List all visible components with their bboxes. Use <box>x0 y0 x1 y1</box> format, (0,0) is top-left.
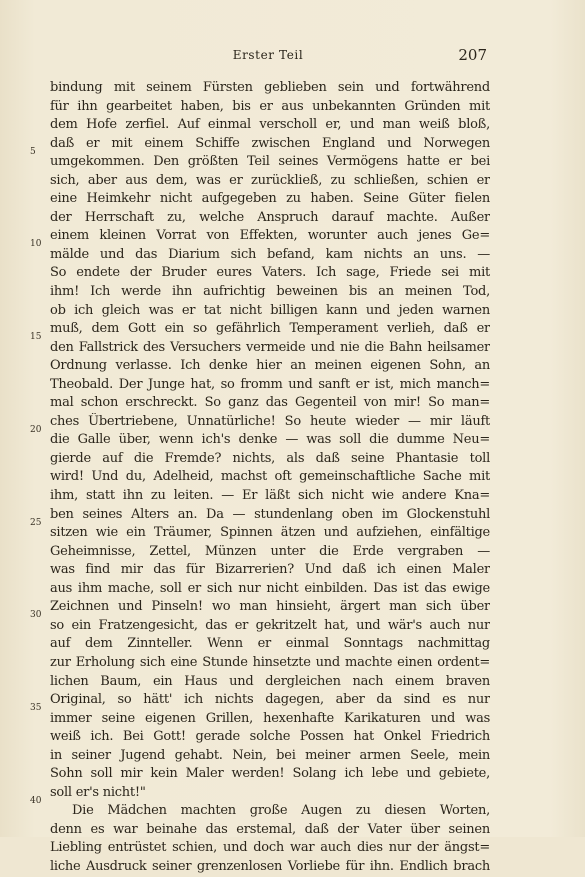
running-title: Erster Teil <box>232 48 304 62</box>
line-number-5: 5 <box>30 147 36 157</box>
text-line: der Herrschaft zu, welche Anspruch darauf machte. Außer <box>50 209 490 225</box>
text-line: daß er mit einem Schiffe zwischen England und Norwegen <box>50 135 490 151</box>
line-number-35: 35 <box>30 703 42 713</box>
text-line: muß, dem Gott ein so gefährlich Temperament verlieh, daß er <box>50 321 490 337</box>
text-line: Original, so hätt' ich nichts dagegen, aber da sind es nur <box>50 692 490 708</box>
text-line: den Fallstrick des Versuchers vermeide und nie die Bahn heilsamer <box>50 339 490 355</box>
text-line: Sohn soll mir kein Maler werden! Solang ich lebe und gebiete, <box>50 766 490 782</box>
line-number-25: 25 <box>30 518 42 528</box>
text-line: Ordnung verlasse. Ich denke hier an meinen eigenen Sohn, an <box>50 358 490 374</box>
text-line: lichen Baum, ein Haus und dergleichen nach einem braven <box>50 673 490 689</box>
text-line: Geheimnisse, Zettel, Münzen unter die Erde vergraben — <box>50 543 490 559</box>
text-line: sich, aber aus dem, was er zurückließ, zu schließen, schien er <box>50 172 490 188</box>
page-number: 207 <box>458 46 487 64</box>
text-line: ben seines Alters an. Da — stundenlang oben im Glockenstuhl <box>50 506 490 522</box>
text-line: so ein Fratzengesicht, das er gekritzelt hat, und wär's auch nur <box>50 617 490 633</box>
text-line: ihm, statt ihn zu leiten. — Er läßt sich nicht wie andere Kna= <box>50 488 490 504</box>
text-line: So endete der Bruder eures Vaters. Ich sage, Friede sei mit <box>50 265 490 281</box>
text-line: auf dem Zinnteller. Wenn er einmal Sonntags nachmittag <box>50 636 490 652</box>
text-line: mälde und das Diarium sich befand, kam nichts an uns. — <box>50 246 490 262</box>
text-line: mal schon erschreckt. So ganz das Gegenteil von mir! So man= <box>50 395 490 411</box>
text-line: zur Erholung sich eine Stunde hinsetzte und machte einen ordent= <box>50 654 490 670</box>
text-line: liche Ausdruck seiner grenzenlosen Vorliebe für ihn. Endlich brach <box>50 858 490 874</box>
text-line: in seiner Jugend gehabt. Nein, bei meiner armen Seele, mein <box>50 747 490 763</box>
line-number-40: 40 <box>30 796 42 806</box>
text-line: Die Mädchen machten große Augen zu diesen Worten, <box>72 803 490 819</box>
text-line: was find mir das für Bizarrerien? Und daß ich einen Maler <box>50 562 490 578</box>
text-line: die Galle über, wenn ich's denke — was soll die dumme Neu= <box>50 432 490 448</box>
text-line: aus ihm mache, soll er sich nur nicht einbilden. Das ist das ewige <box>50 580 490 596</box>
line-number-20: 20 <box>30 425 42 435</box>
text-line: ihm! Ich werde ihn aufrichtig beweinen bis an meinen Tod, <box>50 284 490 300</box>
text-line: einem kleinen Vorrat von Effekten, worunter auch jenes Ge= <box>50 228 490 244</box>
text-line: gierde auf die Fremde? nichts, als daß seine Phantasie toll <box>50 450 490 466</box>
text-line: soll er's nicht!" <box>50 784 146 800</box>
text-line: denn es war beinahe das erstemal, daß der Vater über seinen <box>50 821 490 837</box>
text-line: ches Übertriebene, Unnatürliche! So heute wieder — mir läuft <box>50 413 490 429</box>
line-number-30: 30 <box>30 610 42 620</box>
text-line: sitzen wie ein Träumer, Spinnen ätzen und aufziehen, einfältige <box>50 525 490 541</box>
line-number-10: 10 <box>30 239 42 249</box>
text-line: dem Hofe zerfiel. Auf einmal verscholl er, und man weiß bloß, <box>50 117 490 133</box>
text-line: für ihn gearbeitet haben, bis er aus unbekannten Gründen mit <box>50 98 490 114</box>
text-line: wird! Und du, Adelheid, machst oft gemeinschaftliche Sache mit <box>50 469 490 485</box>
text-line: bindung mit seinem Fürsten geblieben sein und fortwährend <box>50 80 490 95</box>
text-line: eine Heimkehr nicht aufgegeben zu haben. Seine Güter fielen <box>50 191 490 207</box>
text-line: Theobald. Der Junge hat, so fromm und sanft er ist, mich manch= <box>50 376 490 392</box>
body-text <box>50 79 490 877</box>
text-line: Zeichnen und Pinseln! wo man hinsieht, ärgert man sich über <box>50 599 490 615</box>
text-line: weiß ich. Bei Gott! gerade solche Possen hat Onkel Friedrich <box>50 729 490 745</box>
text-line: umgekommen. Den größten Teil seines Vermögens hatte er bei <box>50 154 490 170</box>
text-line: ob ich gleich was er tat nicht billigen kann und jeden warnen <box>50 302 490 318</box>
page-header <box>49 47 487 65</box>
text-line: Liebling entrüstet schien, und doch war auch dies nur der ängst= <box>50 840 490 856</box>
line-number-15: 15 <box>30 332 42 342</box>
text-line: immer seine eigenen Grillen, hexenhafte Karikaturen und was <box>50 710 490 726</box>
